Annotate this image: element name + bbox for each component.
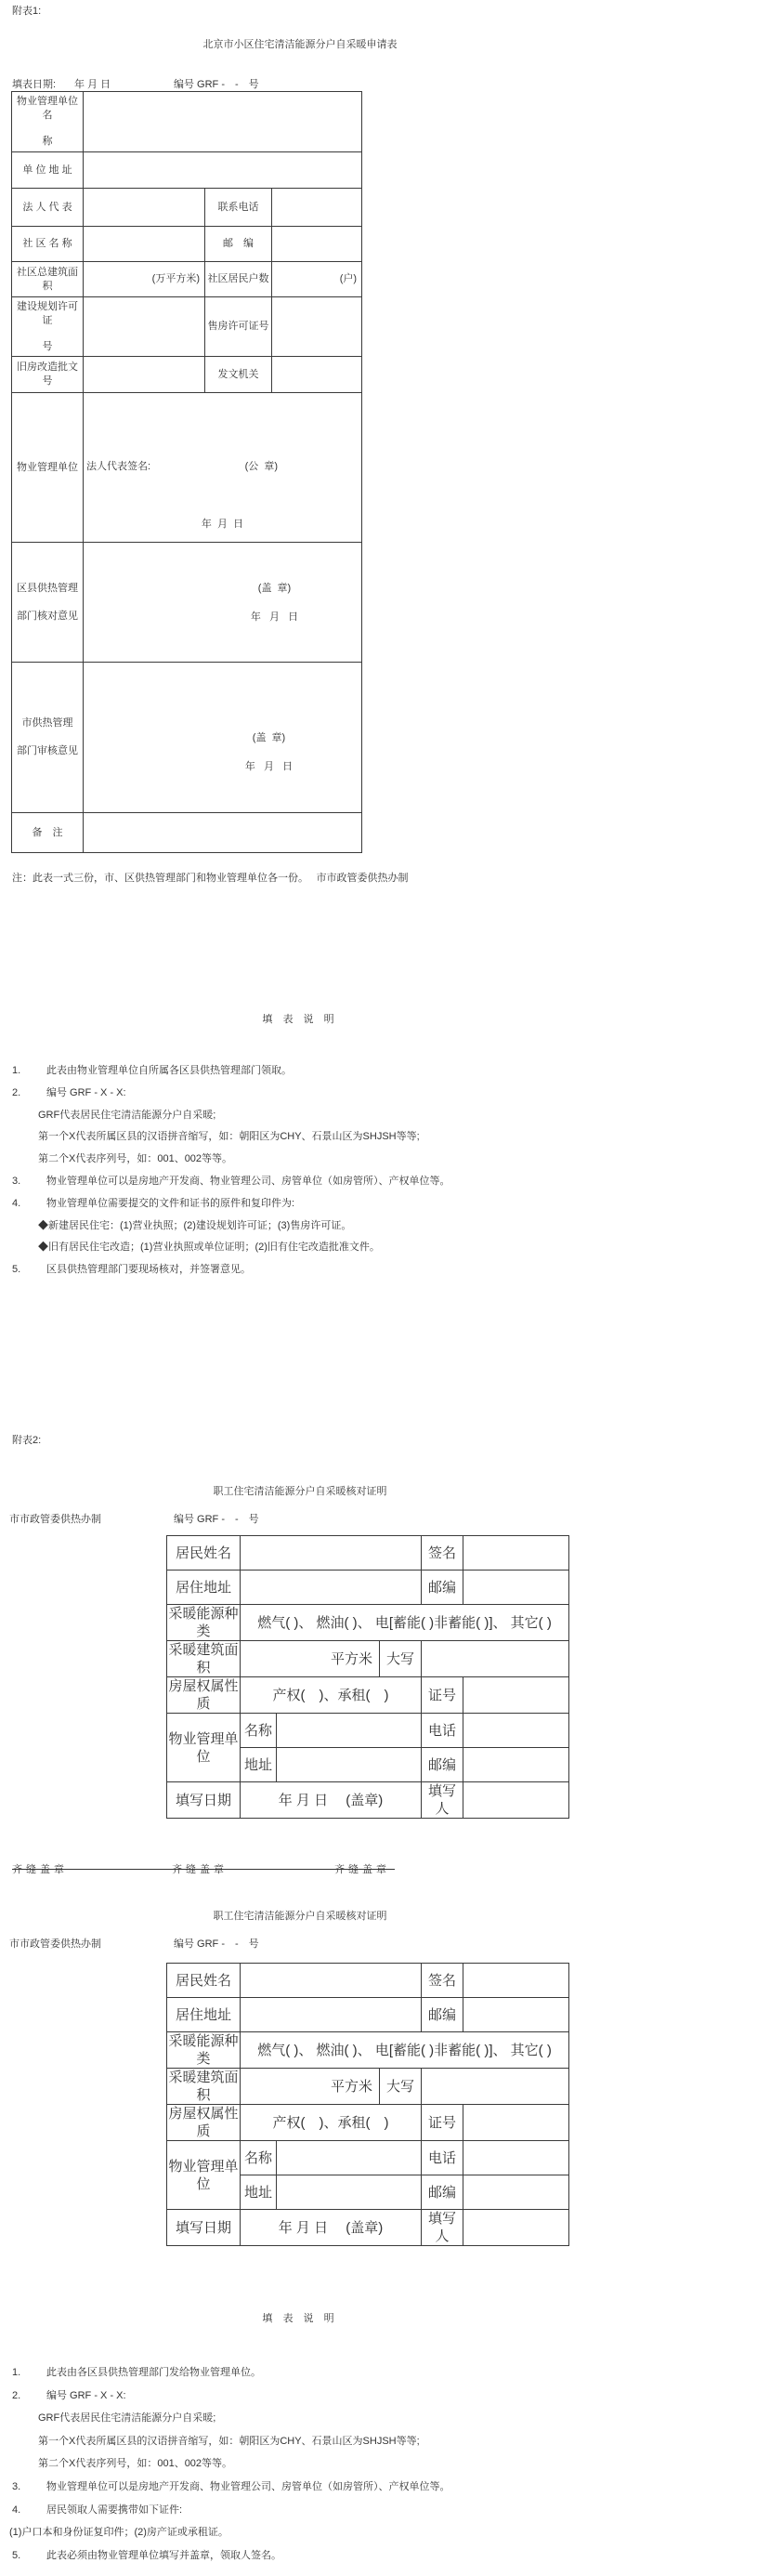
list-item [0,2544,783,2568]
field-remarks-value [84,813,362,853]
field-ownership-label: 房屋权属性质 [168,2106,239,2139]
item-text: GRF代表居民住宅清洁能源分户自采暖; [38,1109,216,1121]
field-zip-label: 邮编 [422,1571,463,1605]
field-ownership-options: 产权( )、承租( ) [241,1677,422,1714]
instructions1-list [0,1060,783,1281]
field-pmu-addr-sublabel: 地址 [241,1748,277,1782]
section-district-opinion-label-line1: 区县供热管理 [17,582,78,594]
item-text: 物业管理单位需要提交的文件和证书的原件和复印件为: [46,1197,295,1209]
item-text: GRF代表居民住宅清洁能源分户自采暖; [38,2412,216,2425]
field-pmu-zip-label: 邮编 [422,1748,463,1782]
item-number: 1. [12,2367,21,2378]
item-text: 第二个X代表序列号，如：001、002等等。 [38,2458,233,2470]
item-text: 第一个X代表所属区县的汉语拼音缩写，如：朝阳区为CHY、石景山区为SHJSH等等; [38,1131,420,1143]
certificate2-number: 编号 GRF - - 号 [174,1939,259,1950]
field-pmu-tel-label: 电话 [422,1714,463,1748]
item-text: ◆旧有居民住宅改造；(1)营业执照或单位证明；(2)旧有住宅改造批准文件。 [38,1242,380,1254]
list-item [0,2407,783,2430]
field-energy-type-label: 采暖能源种类 [168,1606,239,1639]
field-renovation-doc-value [84,357,205,393]
field-zip-value [463,1998,569,2032]
list-item [0,1149,783,1171]
field-residence-address-value [241,1571,422,1605]
field-sales-permit-label: 售房许可证号 [205,297,272,357]
field-planning-permit-value [84,297,205,357]
field-pmu-addr-value [277,1748,422,1782]
item-text: 此表由各区县供热管理部门发给物业管理单位。 [46,2367,261,2378]
instructions1-heading: 填 表 说 明 [262,1014,338,1025]
field-phone-value [272,189,362,227]
section-city-opinion-label-line2: 部门审核意见 [17,745,78,756]
instructions2-list [0,2361,783,2567]
certificate1-title: 职工住宅清洁能源分户自采暖核对证明 [213,1486,387,1497]
field-unit-address-value [84,152,362,189]
field-residence-address-label: 居住地址 [167,1571,241,1605]
field-phone-label: 联系电话 [205,189,272,227]
item-text: 居民领取人需要携带如下证件: [46,2504,183,2516]
list-item [0,2499,783,2522]
list-item [0,2385,783,2408]
district-date-placeholder: 年 月 日 [250,611,299,623]
field-energy-type-options: 燃气( )、 燃油( )、 电[蓄能( )非蓄能( )]、 其它( ) [241,1605,569,1641]
list-item [0,2361,783,2385]
field-heating-area-label: 采暖建筑面积 [168,1642,239,1676]
field-community-name-label: 社 区 名 称 [12,227,84,262]
field-pmu-tel-value [463,2141,569,2175]
field-filler-value [463,2210,569,2246]
seam-seal-label: 齐缝盖章 [334,1864,390,1875]
field-unit-address-label: 单 位 地 址 [12,152,84,189]
section-district-opinion-label [12,543,84,663]
field-households-label: 社区居民户数 [205,262,272,297]
fill-date-value: 年 月 日 [74,79,111,90]
field-remarks-label: 备 注 [12,813,84,853]
field-pmu-name-value [277,1714,422,1748]
pmu-date-placeholder: 年 月 日 [201,519,244,530]
item-text: ◆新建居民住宅：(1)营业执照；(2)建设规划许可证；(3)售房许可证。 [38,1219,352,1231]
application-table [11,91,362,853]
attachment2-label: 附表2: [12,1435,42,1446]
field-pmu-zip-label: 邮编 [422,2175,463,2210]
field-postcode-label: 邮 编 [205,227,272,262]
field-energy-type-options: 燃气( )、 燃油( )、 电[蓄能( )非蓄能( )]、 其它( ) [241,2032,569,2069]
field-pmu-name-sublabel: 名称 [241,1714,277,1748]
item-number: 3. [12,1175,21,1187]
field-pmu-name-value [84,92,362,152]
field-pmu-tel-label: 电话 [422,2141,463,2175]
field-cert-number-value [463,1677,569,1714]
seam-seal-label: 齐缝盖章 [12,1864,68,1875]
field-cert-number-value [463,2105,569,2141]
list-item [0,1083,783,1105]
field-ownership-label: 房屋权属性质 [168,1678,239,1712]
item-number: 5. [12,2549,21,2561]
list-item [0,1216,783,1238]
list-item [0,1105,783,1127]
field-pmu-addr-value [277,2175,422,2210]
field-resident-name-value [241,1536,422,1571]
field-resident-name-label: 居民姓名 [167,1536,241,1571]
field-filler-label: 填写人 [422,1782,463,1819]
field-pmu-name-label [12,92,84,152]
field-zip-value [463,1571,569,1605]
section-district-opinion-cell [84,543,362,663]
field-total-area-label: 社区总建筑面积 [12,262,84,297]
field-fill-date-label: 填写日期 [167,2210,241,2246]
field-pmu-name-label-line2: 称 [42,136,53,147]
field-postcode-value [272,227,362,262]
item-number: 5. [12,1264,21,1276]
item-text: 编号 GRF - X - X: [46,1086,126,1098]
field-filler-value [463,1782,569,1819]
field-resident-name-label: 居民姓名 [167,1964,241,1998]
field-planning-permit-label [12,297,84,357]
form-title: 北京市小区住宅清洁能源分户自采暖申请表 [202,39,398,50]
certificate1-table [166,1535,569,1819]
section-city-opinion-label [12,663,84,813]
item-text: 第一个X代表所属区县的汉语拼音缩写，如：朝阳区为CHY、石景山区为SHJSH等等; [38,2435,420,2447]
seam-seal-strip [12,1861,395,1876]
list-item [0,1126,783,1149]
field-planning-permit-label-line2: 号 [42,340,53,352]
form-number: 编号 GRF - - 号 [174,79,259,90]
item-text: 此表由物业管理单位自所属各区县供热管理部门领取。 [46,1065,292,1076]
certificate2-issuer: 市市政管委供热办制 [9,1939,101,1950]
field-area-caps-label: 大写 [380,2069,422,2105]
city-seal-placeholder: (盖 章) [252,732,286,743]
list-item [0,1171,783,1193]
field-pmu-zip-value [463,1748,569,1782]
field-heating-area-unit: 平方米 [241,1641,380,1677]
field-sales-permit-value [272,297,362,357]
field-fill-date-value: 年 月 日 (盖章) [241,1782,422,1819]
list-item [0,2430,783,2453]
attachment1-label: 附表1: [12,6,42,17]
field-fill-date-label: 填写日期 [167,1782,241,1819]
item-number: 2. [12,2389,21,2401]
field-pmu-zip-value [463,2175,569,2210]
item-text: 第二个X代表序列号，如：001、002等等。 [38,1153,233,1165]
field-pmu-name-sublabel: 名称 [241,2141,277,2175]
field-pmu-label: 物业管理单位 [167,2141,241,2210]
item-number: 2. [12,1086,21,1098]
field-planning-permit-label-line1: 建设规划许可证 [17,300,78,326]
seam-seal-label: 齐缝盖章 [172,1864,228,1875]
field-issuing-authority-label: 发文机关 [205,357,272,393]
field-total-area-unit: (万平方米) [84,262,205,297]
section-pmu-sign-cell [84,393,362,543]
field-issuing-authority-value [272,357,362,393]
field-pmu-addr-sublabel: 地址 [241,2175,277,2210]
field-residence-address-value [241,1998,422,2032]
item-number: 4. [12,1197,21,1209]
field-heating-area-unit: 平方米 [241,2069,380,2105]
field-cert-number-label: 证号 [422,1677,463,1714]
certificate2-title: 职工住宅清洁能源分户自采暖核对证明 [213,1911,387,1922]
field-signature-label: 签名 [422,1964,463,1998]
item-text: 区县供热管理部门要现场核对，并签署意见。 [46,1264,251,1276]
field-renovation-doc-label: 旧房改造批文号 [12,357,84,393]
field-cert-number-label: 证号 [422,2105,463,2141]
official-seal-placeholder: (公 章) [244,461,279,472]
item-number: 3. [12,2480,21,2492]
form-footnote: 注：此表一式三份，市、区供热管理部门和物业管理单位各一份。 市市政管委供热办制 [12,873,409,884]
item-number: 4. [12,2504,21,2516]
instructions2-heading: 填 表 说 明 [262,2313,338,2324]
item-text: 此表必须由物业管理单位填写并盖章，领取人签名。 [46,2549,281,2561]
list-item [0,1193,783,1216]
certificate1-issuer: 市市政管委供热办制 [9,1514,101,1525]
field-legal-rep-value [84,189,205,227]
field-resident-name-value [241,1964,422,1998]
field-signature-value [463,1536,569,1571]
list-item [0,2521,783,2544]
fill-date-label: 填表日期: [12,79,57,90]
field-zip-label: 邮编 [422,1998,463,2032]
certificate1-number: 编号 GRF - - 号 [174,1514,259,1525]
legal-rep-signature-label: 法人代表签名: [86,461,151,472]
field-signature-label: 签名 [422,1536,463,1571]
field-area-caps-label: 大写 [380,1641,422,1677]
field-energy-type-label: 采暖能源种类 [168,2033,239,2067]
field-pmu-label: 物业管理单位 [167,1714,241,1782]
field-heating-area-label: 采暖建筑面积 [168,2070,239,2103]
field-legal-rep-label: 法 人 代 表 [12,189,84,227]
list-item [0,2452,783,2476]
city-date-placeholder: 年 月 日 [244,761,294,772]
field-pmu-tel-value [463,1714,569,1748]
section-city-opinion-label-line1: 市供热管理 [21,717,73,729]
list-item [0,2476,783,2499]
field-pmu-name-value [277,2141,422,2175]
field-filler-label: 填写人 [422,2210,463,2246]
item-text: 物业管理单位可以是房地产开发商、物业管理公司、房管单位（如房管所）、产权单位等。 [46,2480,450,2492]
item-text: (1)户口本和身份证复印件；(2)房产证或承租证。 [9,2527,228,2539]
certificate2-table [166,1963,569,2246]
field-area-caps-value [422,1641,569,1677]
field-pmu-name-label-line1: 物业管理单位名 [17,96,78,121]
field-community-name-value [84,227,205,262]
district-seal-placeholder: (盖 章) [257,583,292,594]
section-pmu-label: 物业管理单位 [12,393,84,543]
section-district-opinion-label-line2: 部门核对意见 [17,610,78,622]
field-signature-value [463,1964,569,1998]
field-households-unit: (户) [272,262,362,297]
field-area-caps-value [422,2069,569,2105]
field-fill-date-value: 年 月 日 (盖章) [241,2210,422,2246]
section-city-opinion-cell [84,663,362,813]
list-item [0,1259,783,1281]
item-text: 编号 GRF - X - X: [46,2389,126,2401]
list-item [0,1237,783,1259]
item-number: 1. [12,1065,21,1076]
field-ownership-options: 产权( )、承租( ) [241,2105,422,2141]
field-residence-address-label: 居住地址 [167,1998,241,2032]
list-item [0,1060,783,1083]
item-text: 物业管理单位可以是房地产开发商、物业管理公司、房管单位（如房管所）、产权单位等。 [46,1175,450,1187]
